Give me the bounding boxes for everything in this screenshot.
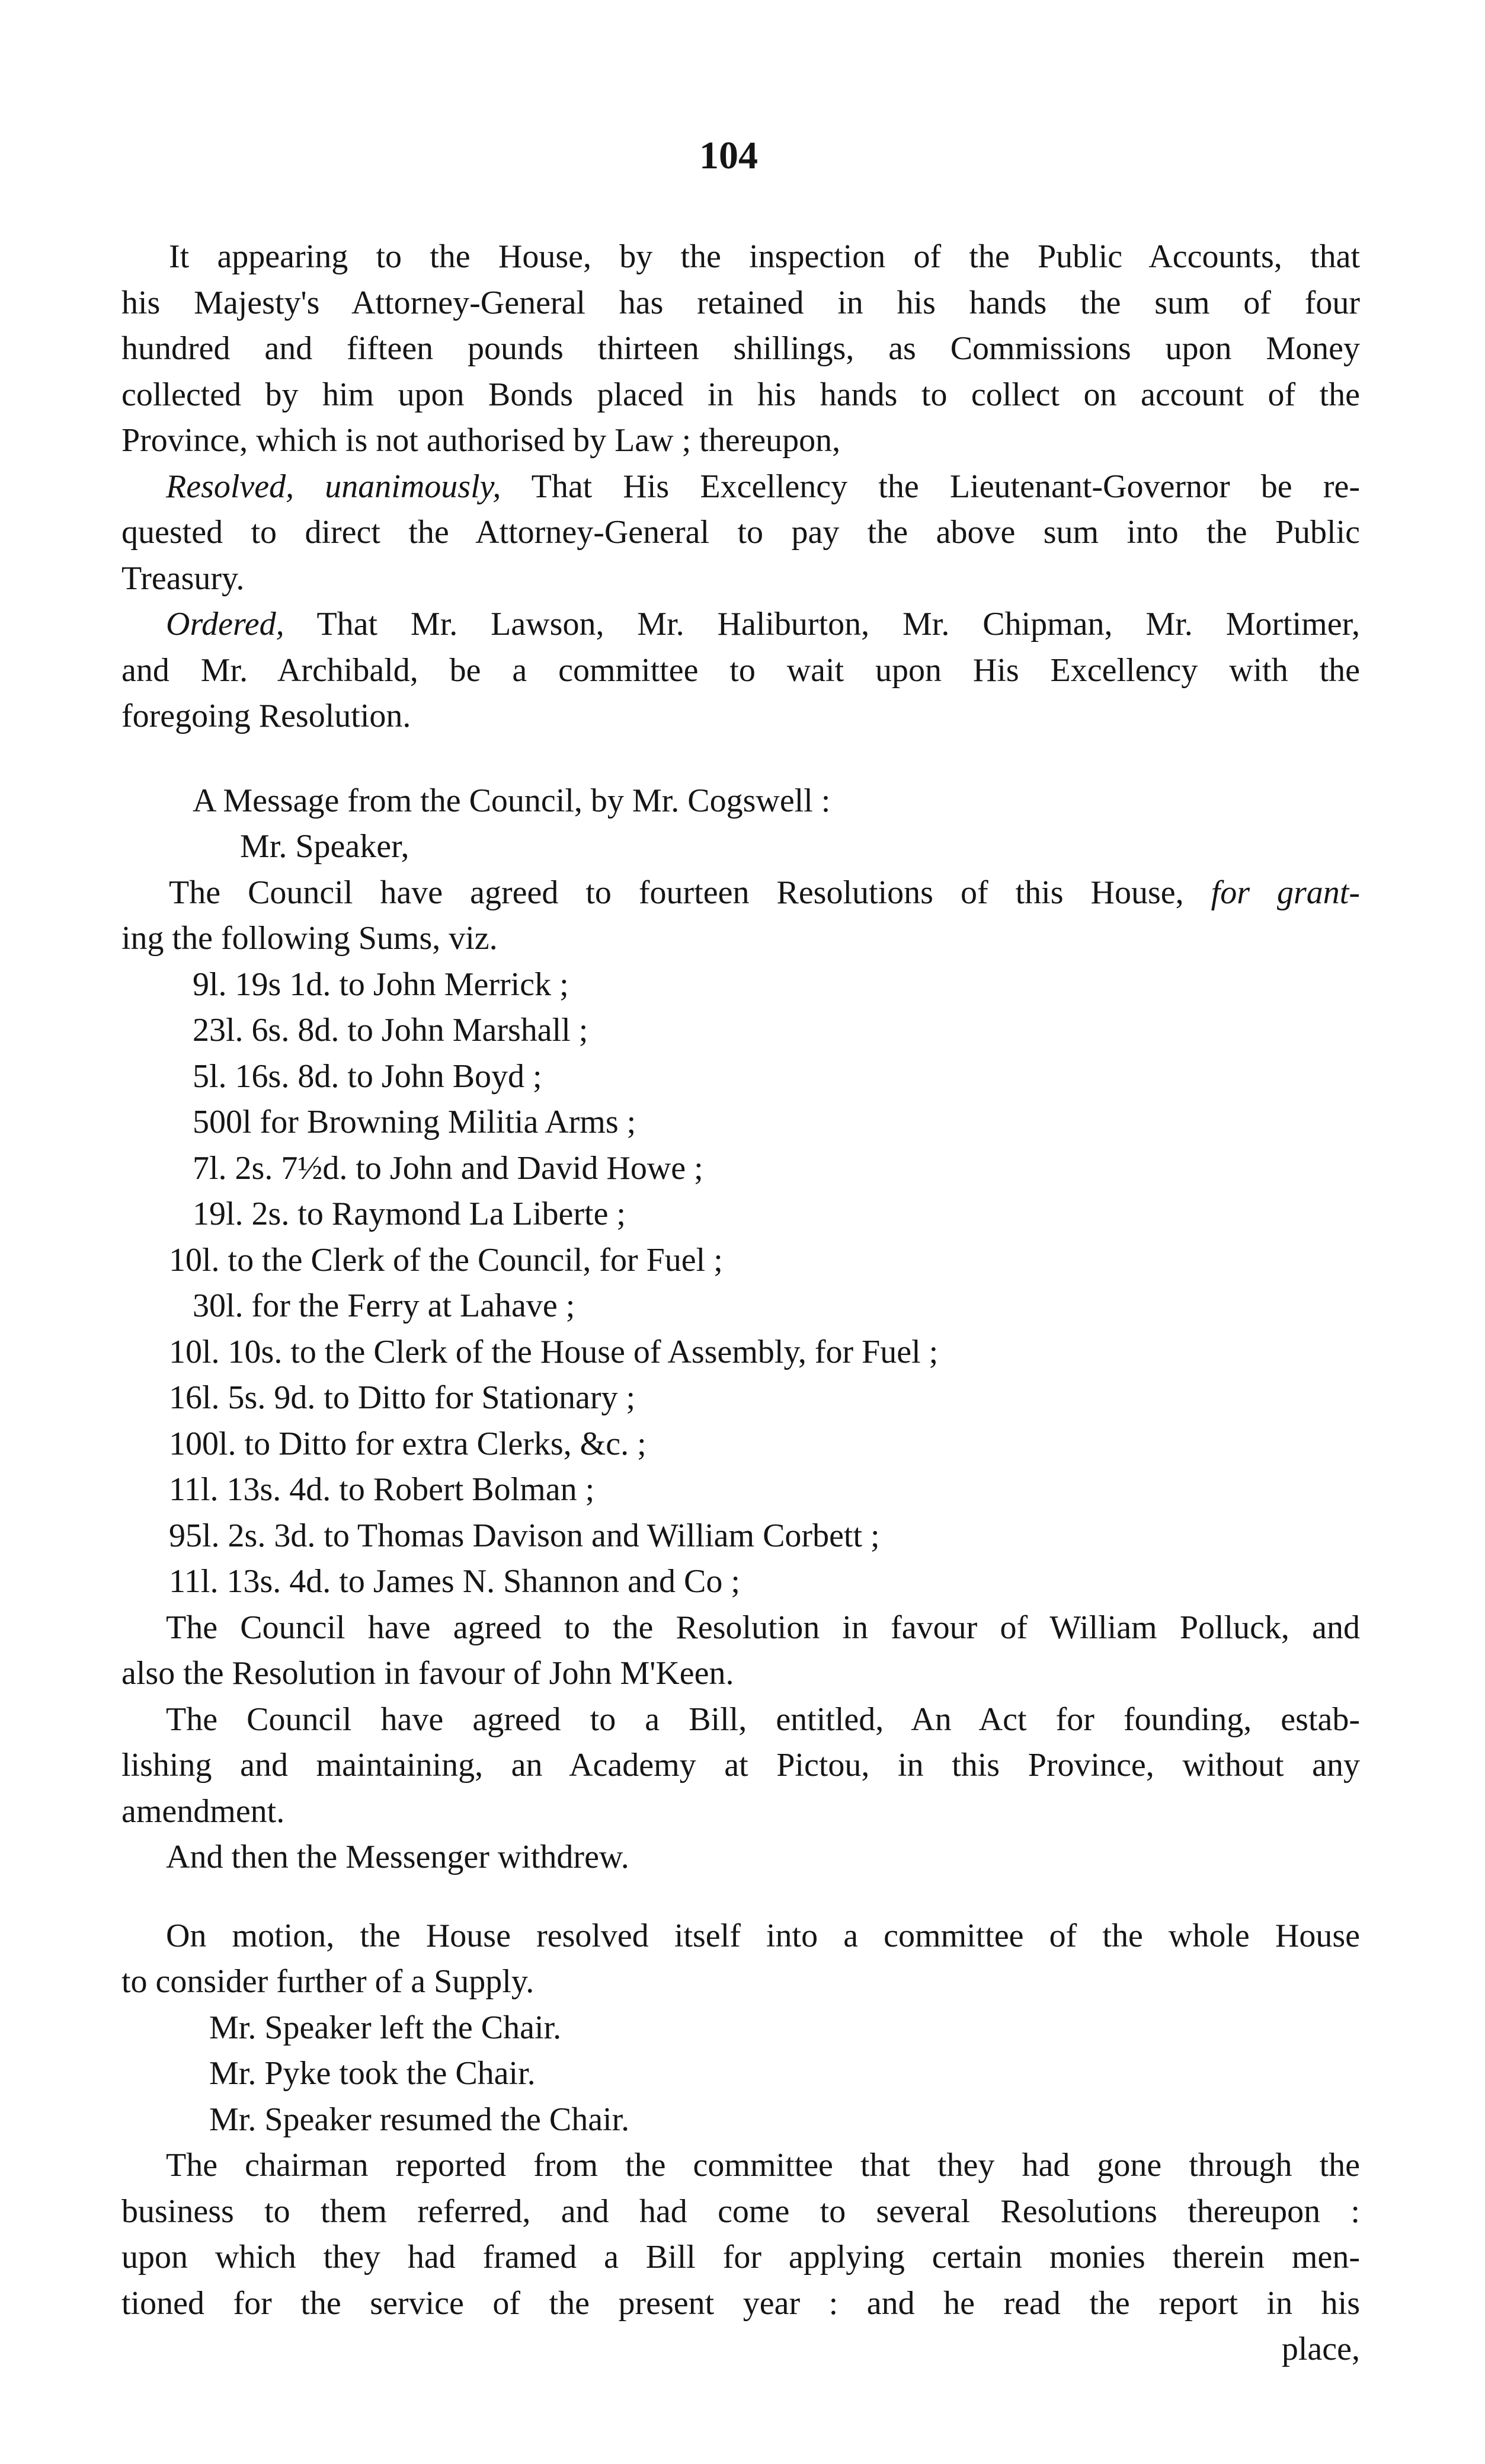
text-line: his Majesty's Attorney-General has retained in his hands the sum of four xyxy=(121,284,1360,321)
ordered-text: That Mr. Lawson, Mr. Haliburton, Mr. Chipman, Mr. Mortimer, xyxy=(284,606,1360,643)
text-line: upon which they had framed a Bill for applying certain monies therein men- xyxy=(121,2239,1360,2276)
text-line: lishing and maintaining, an Academy at Pictou, in this Province, without any xyxy=(121,1747,1360,1784)
paragraph-council-bill xyxy=(121,1697,1360,1881)
paragraph-motion xyxy=(121,1913,1360,2143)
list-item: 95l. 2s. 3d. to Thomas Davison and William Corbett ; xyxy=(169,1517,880,1554)
paragraph-resolved xyxy=(121,464,1360,602)
ordered-lead: Ordered, xyxy=(166,606,284,643)
text-line: The Council have agreed to a Bill, entitled, An Act for founding, estab- xyxy=(166,1701,1360,1738)
text-line: Mr. Pyke took the Chair. xyxy=(209,2055,536,2092)
list-item: 11l. 13s. 4d. to James N. Shannon and Co ; xyxy=(169,1563,740,1600)
text-line: Province, which is not authorised by Law ; thereupon, xyxy=(121,422,841,459)
list-item: 500l for Browning Militia Arms ; xyxy=(193,1104,636,1140)
page-number: 104 xyxy=(699,134,758,177)
text-line: tioned for the service of the present year : and he read the report in his xyxy=(121,2284,1360,2322)
text-line xyxy=(121,602,1360,648)
text-line: And then the Messenger withdrew. xyxy=(166,1839,629,1875)
text-line: hundred and fifteen pounds thirteen shillings, as Commissions upon Money xyxy=(121,330,1360,367)
resolved-text: That His Excellency the Lieutenant-Governor be re- xyxy=(501,468,1360,505)
text-line: foregoing Resolution. xyxy=(121,698,411,734)
text-line: It appearing to the House, by the inspection of the Public Accounts, that xyxy=(169,238,1360,275)
text-line xyxy=(121,870,1360,916)
council-resolutions-text: The Council have agreed to fourteen Resolutions of this House, xyxy=(169,874,1211,911)
paragraph-ordered xyxy=(121,602,1360,740)
page-text xyxy=(121,234,1360,2373)
resolved-lead: Resolved, unanimously, xyxy=(166,468,501,505)
list-item: 30l. for the Ferry at Lahave ; xyxy=(193,1287,575,1324)
text-line: The chairman reported from the committee that they had gone through the xyxy=(166,2147,1360,2184)
sums-list xyxy=(121,962,1360,1605)
list-item: 9l. 19s 1d. to John Merrick ; xyxy=(193,966,569,1003)
list-item: 23l. 6s. 8d. to John Marshall ; xyxy=(193,1012,588,1049)
council-resolutions-italic: for grant- xyxy=(1211,874,1360,911)
paragraph-council-message xyxy=(121,778,1360,962)
list-item: 11l. 13s. 4d. to Robert Bolman ; xyxy=(169,1471,595,1508)
list-item: 10l. 10s. to the Clerk of the House of Assembly, for Fuel ; xyxy=(169,1333,939,1370)
text-line: The Council have agreed to the Resolution in favour of William Polluck, and xyxy=(166,1609,1360,1646)
text-line: to consider further of a Supply. xyxy=(121,1963,535,2000)
list-item: 5l. 16s. 8d. to John Boyd ; xyxy=(193,1057,542,1095)
catchword: place, xyxy=(1281,2331,1360,2367)
text-line: Mr. Speaker left the Chair. xyxy=(209,2009,562,2046)
text-line: collected by him upon Bonds placed in his hands to collect on account of the xyxy=(121,376,1360,413)
text-line: also the Resolution in favour of John M'Keen. xyxy=(121,1655,734,1692)
text-line: business to them referred, and had come to several Resolutions thereupon : xyxy=(121,2193,1360,2230)
list-item: 100l. to Ditto for extra Clerks, &c. ; xyxy=(169,1425,647,1462)
text-line: quested to direct the Attorney-General to pay the above sum into the Public xyxy=(121,514,1360,551)
list-item: 19l. 2s. to Raymond La Liberte ; xyxy=(193,1196,626,1232)
list-item: 16l. 5s. 9d. to Ditto for Stationary ; xyxy=(169,1379,636,1416)
text-line: A Message from the Council, by Mr. Cogswell : xyxy=(193,782,831,819)
list-item: 7l. 2s. 7½d. to John and David Howe ; xyxy=(193,1149,703,1187)
text-line: Treasury. xyxy=(121,560,245,597)
text-line: ing the following Sums, viz. xyxy=(121,920,498,957)
text-line: amendment. xyxy=(121,1792,285,1830)
text-line: On motion, the House resolved itself into a committee of the whole House xyxy=(166,1917,1360,1954)
text-line: Mr. Speaker resumed the Chair. xyxy=(209,2101,630,2138)
paragraph-attorney-general xyxy=(121,234,1360,464)
text-line: and Mr. Archibald, be a committee to wait upon His Excellency with the xyxy=(121,651,1360,689)
paragraph-council-agreed xyxy=(121,1605,1360,1697)
list-item: 10l. to the Clerk of the Council, for Fuel ; xyxy=(169,1241,723,1279)
paragraph-chairman-report xyxy=(121,2143,1360,2373)
salutation: Mr. Speaker, xyxy=(240,828,409,865)
text-line xyxy=(121,464,1360,510)
